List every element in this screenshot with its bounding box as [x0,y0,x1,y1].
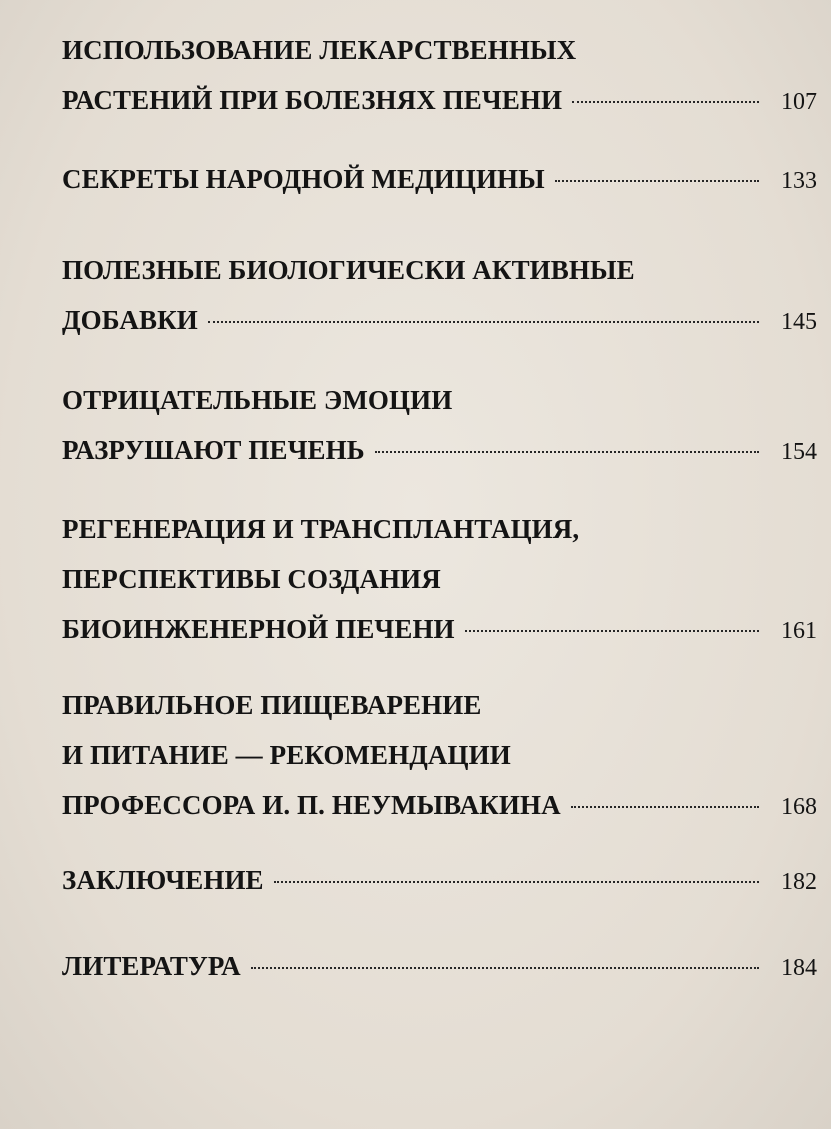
toc-entry-title-line: ИСПОЛЬЗОВАНИЕ ЛЕКАРСТВЕННЫХ [62,35,577,65]
toc-entry-title-line: ПРОФЕССОРА И. П. НЕУМЫВАКИНА [62,790,561,820]
toc-line [62,680,817,730]
toc-line [62,941,817,991]
toc-page-number: 161 [781,618,817,644]
toc-page-number: 107 [781,89,817,115]
toc-line [62,604,817,654]
toc-entry [62,680,817,830]
toc-page-number: 182 [781,869,817,895]
toc-entry-title-line: БИОИНЖЕНЕРНОЙ ПЕЧЕНИ [62,614,455,644]
toc-line [62,425,817,475]
dot-leader [375,451,759,453]
toc-page-number: 154 [781,439,817,465]
toc-line [62,154,817,204]
toc-line [62,780,817,830]
toc-line [62,75,817,125]
toc-line [62,25,817,75]
toc-line [62,375,817,425]
toc-entry-title-line: ДОБАВКИ [62,305,198,335]
toc-entry-title-line: ПЕРСПЕКТИВЫ СОЗДАНИЯ [62,564,441,594]
toc-entry-title-line: РЕГЕНЕРАЦИЯ И ТРАНСПЛАНТАЦИЯ, [62,514,580,544]
toc-entry-title-line: ПРАВИЛЬНОЕ ПИЩЕВАРЕНИЕ [62,690,482,720]
toc-line [62,730,817,780]
dot-leader [572,101,759,103]
toc-line [62,295,817,345]
toc-entry [62,25,817,125]
dot-leader [274,881,759,883]
dot-leader [571,806,759,808]
toc-entry [62,245,817,345]
dot-leader [208,321,759,323]
toc-entry [62,855,817,905]
dot-leader [465,630,759,632]
toc-page-number: 184 [781,955,817,981]
toc-page-number: 145 [781,309,817,335]
toc-line [62,855,817,905]
toc-entry-title-line: СЕКРЕТЫ НАРОДНОЙ МЕДИЦИНЫ [62,164,545,194]
toc-page-number: 168 [781,794,817,820]
toc-entry-title-line: ЗАКЛЮЧЕНИЕ [62,865,264,895]
toc-entry-title-line: ПОЛЕЗНЫЕ БИОЛОГИЧЕСКИ АКТИВНЫЕ [62,255,635,285]
toc-entry-title-line: ЛИТЕРАТУРА [62,951,241,981]
toc-line [62,504,817,554]
toc-entry-title-line: И ПИТАНИЕ — РЕКОМЕНДАЦИИ [62,740,511,770]
toc-entry [62,375,817,475]
toc-line [62,245,817,295]
toc-entry-title-line: ОТРИЦАТЕЛЬНЫЕ ЭМОЦИИ [62,385,453,415]
toc-page-number: 133 [781,168,817,194]
toc-entry-title-line: РАЗРУШАЮТ ПЕЧЕНЬ [62,435,365,465]
toc-entry [62,504,817,654]
dot-leader [555,180,759,182]
dot-leader [251,967,759,969]
toc-entry [62,941,817,991]
toc-entry-title-line: РАСТЕНИЙ ПРИ БОЛЕЗНЯХ ПЕЧЕНИ [62,85,563,115]
toc-line [62,554,817,604]
toc-entry [62,154,817,204]
